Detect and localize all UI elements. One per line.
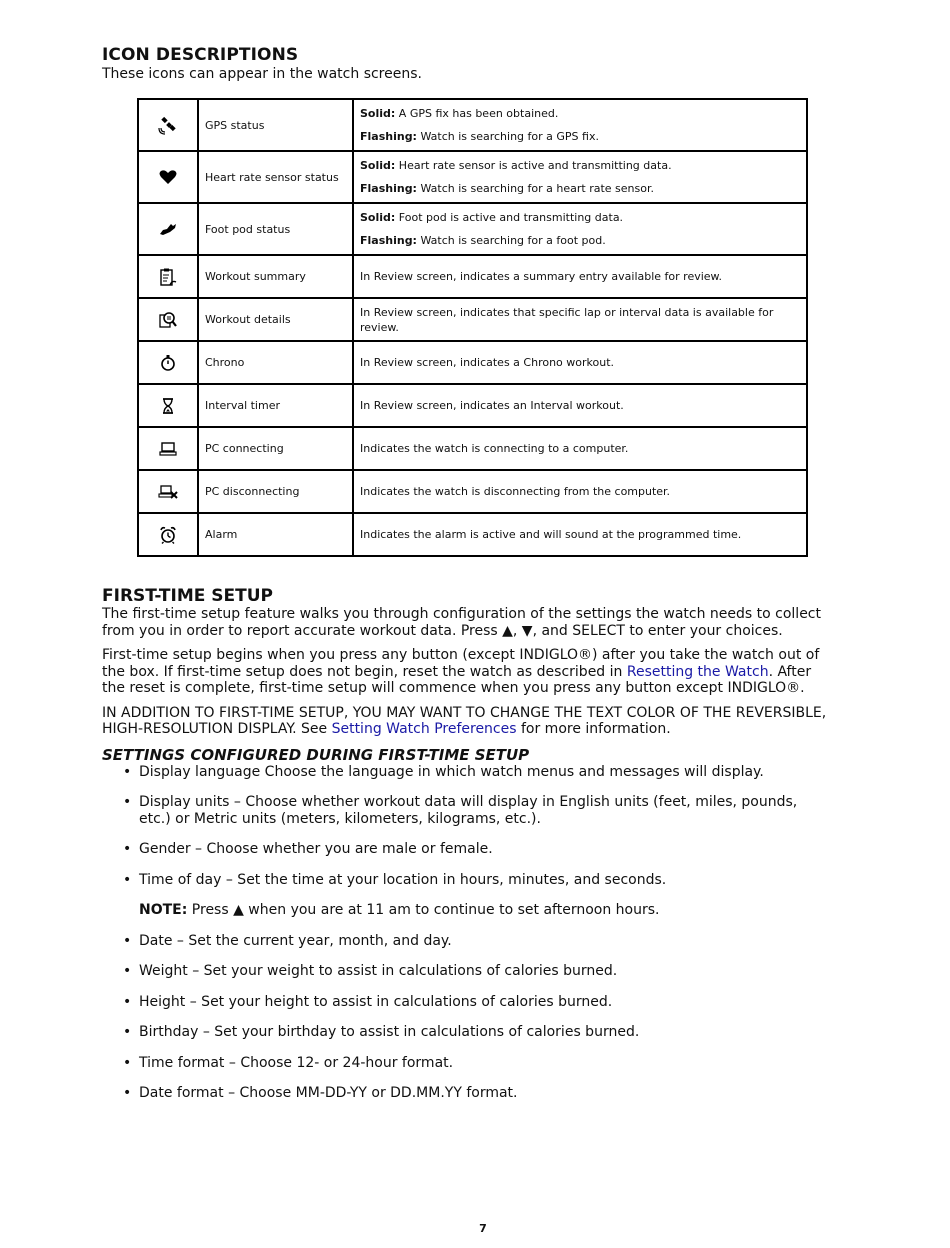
computer-x-icon bbox=[158, 482, 178, 502]
table-row bbox=[138, 255, 807, 298]
icon-description: Solid: A GPS fix has been obtained. Flashing: Watch is searching for a GPS fix. bbox=[353, 99, 807, 151]
table-row bbox=[138, 470, 807, 513]
table-row bbox=[138, 384, 807, 427]
list-item: • Time of day – Set the time at your location in hours, minutes, and seconds. bbox=[139, 872, 828, 889]
magnifier-icon bbox=[158, 310, 178, 330]
icon-descriptions-heading: ICON DESCRIPTIONS bbox=[102, 45, 299, 65]
page-number: 7 bbox=[479, 1222, 487, 1235]
list-item: • Time format – Choose 12- or 24-hour format. bbox=[139, 1055, 828, 1072]
icon-name: PC connecting bbox=[198, 427, 353, 470]
icon-name: GPS status bbox=[198, 99, 353, 151]
settings-list bbox=[102, 764, 828, 1102]
shoe-icon bbox=[158, 219, 178, 239]
alarm-clock-icon bbox=[158, 525, 178, 545]
hourglass-icon bbox=[158, 396, 178, 416]
list-item: • Weight – Set your weight to assist in calculations of calories burned. bbox=[139, 963, 828, 980]
setup-paragraph-1: The first-time setup feature walks you through configuration of the settings the watch needs to collect from you in order to report accurate workout data. Press ▲, ▼, and SELECT to enter your choices. bbox=[102, 606, 821, 639]
list-item: • Display units – Choose whether workout data will display in English units (feet, miles, pounds, etc.) or Metric units (meters, kilometers, kilograms, etc.). bbox=[139, 794, 828, 827]
list-item: • Height – Set your height to assist in calculations of calories burned. bbox=[139, 994, 828, 1011]
icon-name: Chrono bbox=[198, 341, 353, 384]
icon-name: Alarm bbox=[198, 513, 353, 556]
table-row bbox=[138, 341, 807, 384]
list-item: • Date format – Choose MM-DD-YY or DD.MM.YY format. bbox=[139, 1085, 828, 1102]
icon-description: Indicates the alarm is active and will sound at the programmed time. bbox=[353, 513, 807, 556]
icon-description: Indicates the watch is disconnecting from the computer. bbox=[353, 470, 807, 513]
icon-name: Foot pod status bbox=[198, 203, 353, 255]
icon-description: In Review screen, indicates a summary entry available for review. bbox=[353, 255, 807, 298]
list-item: • Birthday – Set your birthday to assist in calculations of calories burned. bbox=[139, 1024, 828, 1041]
icon-name: Workout details bbox=[198, 298, 353, 341]
table-row bbox=[138, 298, 807, 341]
page-content bbox=[102, 44, 828, 1116]
stopwatch-icon bbox=[158, 353, 178, 373]
satellite-icon bbox=[158, 115, 178, 135]
computer-icon bbox=[158, 439, 178, 459]
settings-subheading: SETTINGS CONFIGURED DURING FIRST-TIME SETUP bbox=[102, 745, 530, 764]
icon-description: Indicates the watch is connecting to a computer. bbox=[353, 427, 807, 470]
icon-name: Workout summary bbox=[198, 255, 353, 298]
setup-paragraph-3: IN ADDITION TO FIRST-TIME SETUP, YOU MAY WANT TO CHANGE THE TEXT COLOR OF THE REVERSIBLE, HIGH-RESOLUTION DISPLAY. See Setting Watch Preferences for more information. bbox=[102, 704, 827, 737]
icon-description: In Review screen, indicates a Chrono workout. bbox=[353, 341, 807, 384]
table-row bbox=[138, 99, 807, 151]
icon-name: Heart rate sensor status bbox=[198, 151, 353, 203]
table-row bbox=[138, 203, 807, 255]
table-row bbox=[138, 513, 807, 556]
icon-description: Solid: Foot pod is active and transmitting data. Flashing: Watch is searching for a foot pod. bbox=[353, 203, 807, 255]
table-row bbox=[138, 151, 807, 203]
clipboard-icon bbox=[158, 267, 178, 287]
icon-table bbox=[137, 98, 808, 557]
list-item: • Display language Choose the language in which watch menus and messages will display. bbox=[139, 764, 828, 781]
list-item: • Gender – Choose whether you are male or female. bbox=[139, 841, 828, 858]
setup-paragraph-2: First-time setup begins when you press any button (except INDIGLO®) after you take the watch out of the box. If first-time setup does not begin, reset the watch as described in Resetting the Watch. After the reset is complete, first-time setup will commence when you press any button except INDIGLO®. bbox=[102, 647, 820, 696]
icon-descriptions-intro: These icons can appear in the watch screens. bbox=[102, 66, 422, 82]
icon-description: In Review screen, indicates an Interval workout. bbox=[353, 384, 807, 427]
icon-description: In Review screen, indicates that specific lap or interval data is available for review. bbox=[353, 298, 807, 341]
first-time-setup-heading: FIRST-TIME SETUP bbox=[102, 586, 274, 606]
note-item: NOTE: Press ▲ when you are at 11 am to continue to set afternoon hours. bbox=[139, 902, 660, 918]
list-item: • Date – Set the current year, month, and day. bbox=[139, 933, 828, 950]
icon-name: PC disconnecting bbox=[198, 470, 353, 513]
resetting-the-watch-link[interactable]: Resetting the Watch bbox=[626, 663, 769, 680]
icon-description: Solid: Heart rate sensor is active and transmitting data. Flashing: Watch is searching for a heart rate sensor. bbox=[353, 151, 807, 203]
table-row bbox=[138, 427, 807, 470]
setting-watch-preferences-link[interactable]: Setting Watch Preferences bbox=[331, 721, 517, 737]
icon-name: Interval timer bbox=[198, 384, 353, 427]
heart-icon bbox=[158, 167, 178, 187]
